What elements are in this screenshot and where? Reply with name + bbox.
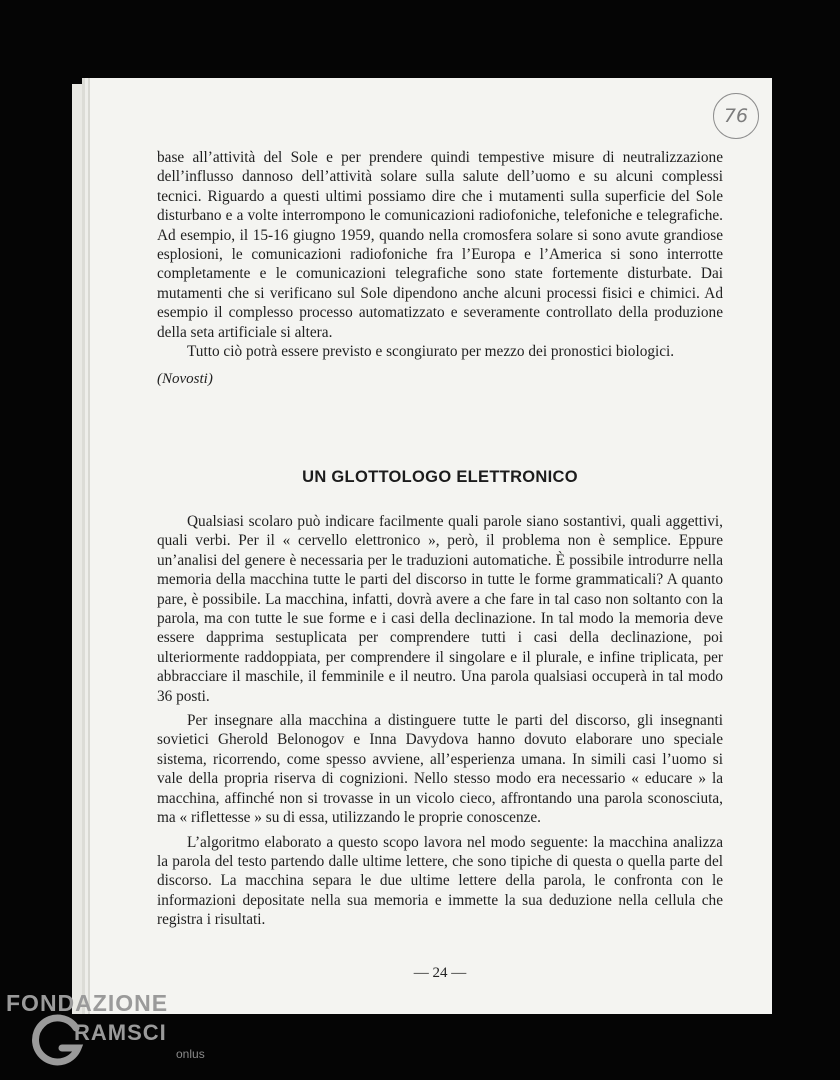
article-paragraph-3: L’algoritmo elaborato a questo scopo lavora nel modo seguente: la macchina analizza la parola del testo partendo dalle ultime lettere, che sono tipiche di questa o quella parte del discorso. La macchina separa le due ultime lettere della parola, le confronta con le informazioni depositate nella sua memoria e immette la sua deduzione nella cellula che registra i risultati. xyxy=(157,833,723,929)
article-paragraph-1: Qualsiasi scolaro può indicare facilmente quali parole siano sostantivi, quali aggettivi, quali verbi. Per il « cervello elettronico », però, il problema non è semplice. Eppure un’analisi del genere è necessaria per le traduzioni automatiche. È possibile introdurre nella memoria della macchina tutte le parti del discorso in tutte le forme grammaticali? A quanto pare, è possibile. La macchina, infatti, dovrà avere a che fare in tal caso non soltanto con la parola, ma con tutte le sue forme e i casi della declinazione. In tal modo la memoria deve essere dapprima sestuplicata per comprendere tutti i casi della declinazione, poi ulteriormente raddoppiata, per comprendere il singolare e il plurale, e infine triplicata, per abbracciare il maschile, il femminile e il neutro. Una parola qualsiasi occuperà in tal modo 36 posti. xyxy=(157,513,723,705)
page-stack-edge xyxy=(72,84,91,1014)
article-body xyxy=(157,512,723,930)
archive-stamp: 76 xyxy=(713,93,759,139)
fondazione-gramsci-watermark xyxy=(4,988,224,1068)
source-credit: (Novosti) xyxy=(157,371,213,388)
page-number: — 24 — xyxy=(413,965,467,981)
article-paragraph-2: Per insegnare alla macchina a distinguere tutte le parti del discorso, gli insegnanti sovietici Gherold Belonogov e Inna Davydova hanno dovuto elaborare uno speciale sistema, ricorrendo, come spesso avviene, all’esperienza umana. In simili casi l’uomo si vale della propria riserva di cognizioni. Nello stesso modo era necessario « educare » la macchina, affinché non si trovasse in un vicolo cieco, affrontando una parola sconosciuta, ma « riflettesse » su di essa, utilizzando le proprie conoscenze. xyxy=(157,712,723,827)
top-paragraph-1: base all’attività del Sole e per prendere quindi tempestive misure di neutralizzazione dell’influsso dannoso dell’attività solare sulla salute dell’uomo e su alcuni complessi tecnici. Riguardo a questi ultimi possiamo dire che i mutamenti sulla superficie del Sole disturbano e a volte interrompono le comunicazioni radiofoniche, telefoniche e telegrafiche. Ad esempio, il 15-16 giugno 1959, quando nella cromosfera solare si sono avute grandiose esplosioni, le comunicazioni radiofoniche fra l’Europa e l’America si sono interrotte completamente e le comunicazioni telegrafiche sono state fortemente disturbate. Dai mutamenti che si verificano sul Sole dipendono anche alcuni processi fisici e chimici. Ad esempio il complesso processo automatizzato e severamente controllato della produzione della seta artificiale si altera. xyxy=(157,149,723,341)
top-text-block xyxy=(157,148,723,390)
article-title: UN GLOTTOLOGO ELETTRONICO xyxy=(302,468,578,486)
top-paragraph-2: Tutto ciò potrà essere previsto e scongiurato per mezzo dei pronostici biologici. xyxy=(187,343,675,361)
watermark-line-1: FONDAZIONE xyxy=(6,990,169,1016)
watermark-line-2: RAMSCI xyxy=(74,1020,167,1045)
watermark-line-3: onlus xyxy=(176,1047,205,1061)
